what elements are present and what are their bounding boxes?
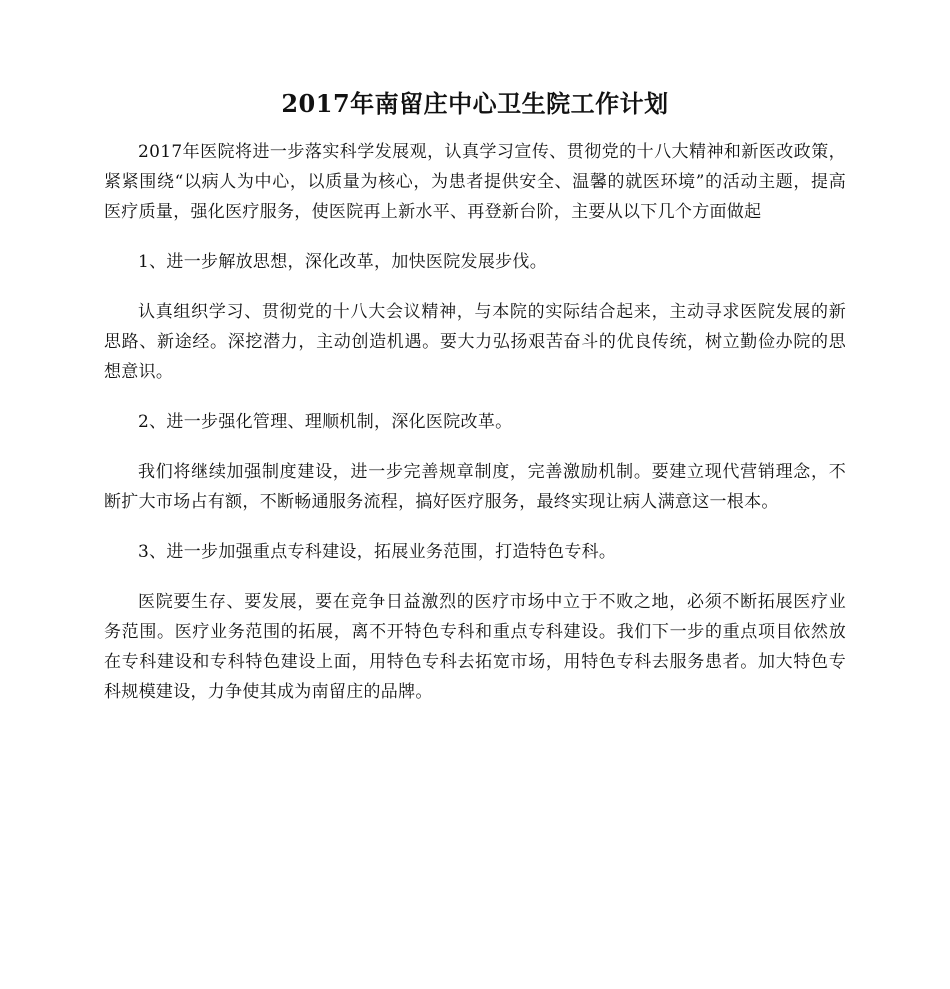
document-title: 2017年南留庄中心卫生院工作计划: [281, 89, 669, 118]
section-2-heading: 2、进一步强化管理、理顺机制，深化医院改革。: [138, 411, 513, 432]
section-3-body: 医院要生存、要发展，要在竞争日益激烈的医疗市场中立于不败之地，必须不断拓展医疗业务范围。医疗业务范围的拓展，离不开特色专科和重点专科建设。我们下一步的重点项目依然放在专科建设和专科特色建设上面，用特色专科去拓宽市场，用特色专科去服务患者。加大特色专科规模建设，力争使其成为南留庄的品牌。: [104, 591, 846, 702]
intro-paragraph: 2017年医院将进一步落实科学发展观，认真学习宣传、贯彻党的十八大精神和新医改政策，紧紧围绕“以病人为中心，以质量为核心，为患者提供安全、温馨的就医环境”的活动主题，提高医疗质量，强化医疗服务，使医院再上新水平、再登新台阶，主要从以下几个方面做起: [104, 141, 846, 222]
section-1-heading: 1、进一步解放思想，深化改革，加快医院发展步伐。: [138, 251, 548, 272]
section-2-body: 我们将继续加强制度建设，进一步完善规章制度，完善激励机制。要建立现代营销理念，不断扩大市场占有额，不断畅通服务流程，搞好医疗服务，最终实现让病人满意这一根本。: [104, 461, 846, 512]
section-3-heading: 3、进一步加强重点专科建设，拓展业务范围，打造特色专科。: [138, 541, 617, 562]
section-1-body: 认真组织学习、贯彻党的十八大会议精神，与本院的实际结合起来，主动寻求医院发展的新思路、新途经。深挖潜力，主动创造机遇。要大力弘扬艰苦奋斗的优良传统，树立勤俭办院的思想意识。: [104, 301, 846, 382]
